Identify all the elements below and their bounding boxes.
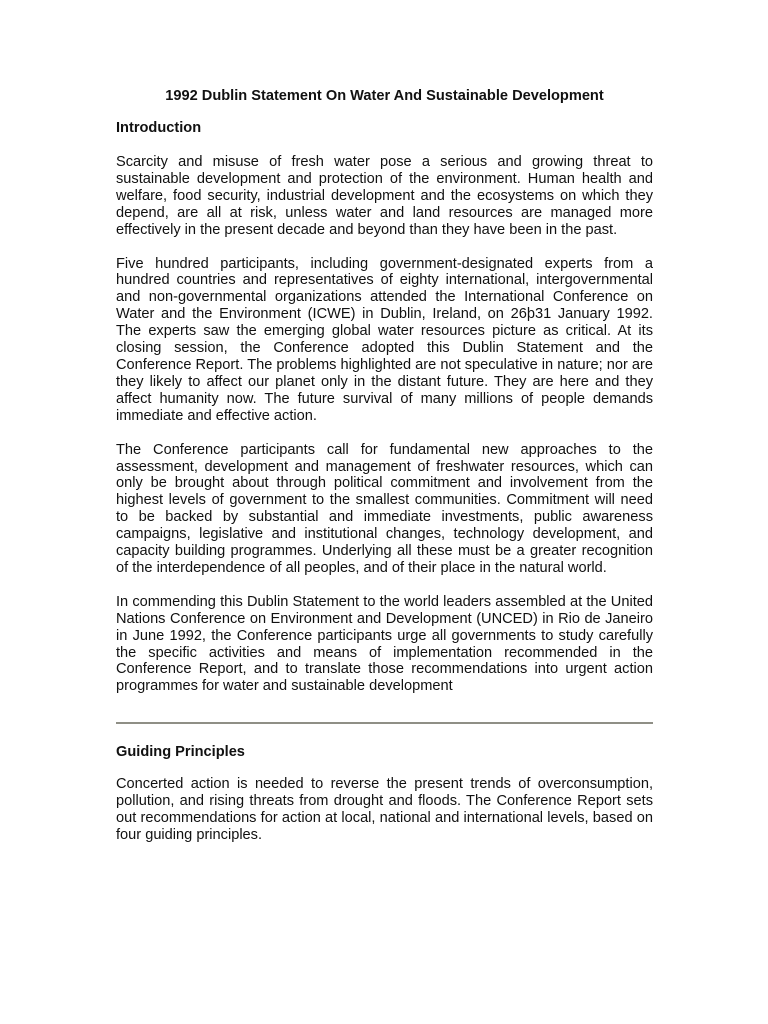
section-heading-introduction: Introduction bbox=[116, 120, 202, 136]
document-page bbox=[116, 86, 653, 844]
intro-paragraph-4: In commending this Dublin Statement to the world leaders assembled at the United Nations Conference on Environment and Development (UNCED) in Rio de Janeiro in June 1992, the Conference participants urge all governments to study carefully the specific activities and means of implementation recommended in the Conference Report, and to translate those recommendations into urgent action programmes for water and sustainable development bbox=[116, 593, 653, 695]
intro-paragraph-1: Scarcity and misuse of fresh water pose a serious and growing threat to sustainable development and protection of the environment. Human health and welfare, food security, industrial development and the ecosystems on which they depend, are all at risk, unless water and land resources are managed more effectively in the present decade and beyond than they have been in the past. bbox=[116, 154, 653, 238]
section-divider bbox=[116, 722, 653, 724]
guiding-principles-paragraph-1: Concerted action is needed to reverse the present trends of overconsumption, pollution, and rising threats from drought and floods. The Conference Report sets out recommendations for action at local, national and international levels, based on four guiding principles. bbox=[116, 776, 653, 843]
intro-paragraph-2: Five hundred participants, including government-designated experts from a hundred countries and representatives of eighty international, intergovernmental and non-governmental organizations attended the International Conference on Water and the Environment (ICWE) in Dublin, Ireland, on 26þ31 January 1992. The experts saw the emerging global water resources picture as critical. At its closing session, the Conference adopted this Dublin Statement and the Conference Report. The problems highlighted are not speculative in nature; nor are they likely to affect our planet only in the distant future. They are here and they affect humanity now. The future survival of many millions of people demands immediate and effective action. bbox=[116, 255, 653, 424]
section-heading-guiding-principles: Guiding Principles bbox=[116, 744, 245, 761]
intro-paragraph-3: The Conference participants call for fundamental new approaches to the assessment, development and management of freshwater resources, which can only be brought about through political commitment and involvement from the highest levels of government to the smallest communities. Commitment will need to be backed by substantial and immediate investments, public awareness campaigns, legislative and institutional changes, technology development, and capacity building programmes. Underlying all these must be a greater recognition of the interdependence of all peoples, and of their place in the natural world. bbox=[116, 441, 653, 576]
document-title: 1992 Dublin Statement On Water And Sustainable Development bbox=[165, 88, 604, 104]
